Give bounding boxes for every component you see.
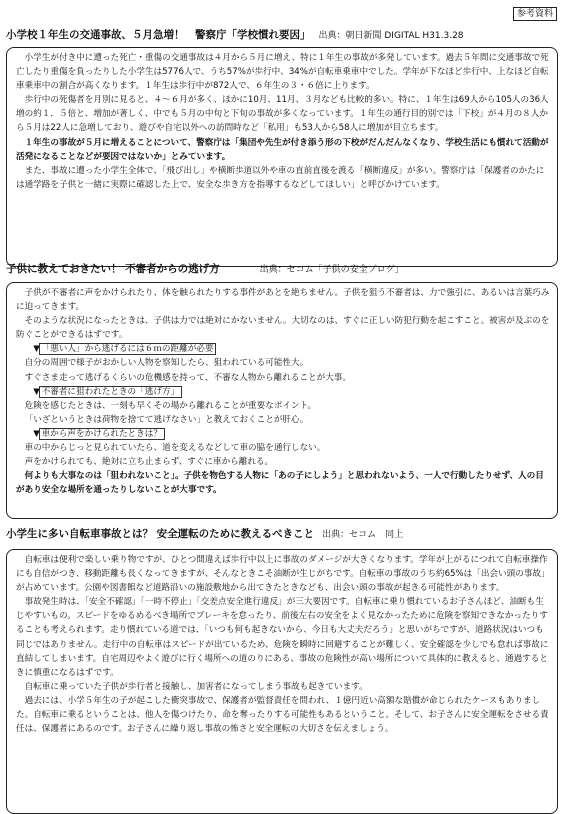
bullet-heading: 不審者に狙われたときの「逃げ方」 [39, 386, 183, 398]
bullet-item [16, 385, 550, 399]
bullet-detail: 「いざというときは荷物を捨てて逃げなさい」と教えておくことが肝心。 [24, 414, 309, 425]
article-2-closing: 何よりも大事なのは「狙われないこと」。子供を物色する人物に「あの子にしよう」と思われないよう、一人で行動したりせず、人の目があり安全な場所を通ったりしないことが大事です。 [16, 471, 544, 496]
article-2-paragraph: 子供が不審者に声をかけられたり、体を触られたりする事件があとを絶ちません。子供を狙う不審者は、力で強引に、あるいは言葉巧みに迫ってきます。 [16, 288, 550, 313]
triangle-down-icon: ▼ [33, 386, 40, 397]
article-3-source: 出典：セコム 同上 [322, 530, 404, 540]
article-stranger-escape [6, 262, 558, 519]
bullet-detail: 車の中からじっと見られていたら、道を変えるなどして車の脇を通行しない。 [24, 443, 326, 454]
article-2-paragraph: そのような状況になったときは、子供は力では絶対にかないません。大切なのは、すぐに正しい防犯行動を起こすこと。被害が及ぶのを防ぐことができるはずです。 [16, 316, 550, 341]
bullet-detail: 危険を感じたときは、一刻も早くその場から離れることが重要なポイント。 [24, 400, 317, 411]
article-3-paragraph: 過去には、小学５年生の子が起こした衝突事故で、保護者が監督責任を問われ、１億円近い高額な賠償が命じられたケースもありました。自転車に乗るということは、他人を傷つけたり、命を奪ったりする可能性もあるということ。そして、お子さんに安全運転をさせる責任は、保護者にあるのです。お子さんに繰り返し事故の怖さと安全運転の大切さを伝えましょう。 [16, 695, 549, 735]
bullet-detail: 自分の周囲で様子がおかしい人物を察知したら、狙われている可能性大。 [24, 358, 309, 369]
article-1-paragraph: 小学生が付き中に遭った死亡・重傷の交通事故は４月から５月に増え、特に１年生の事故が多発しています。過去５年間に交通事故で死亡したり重傷を負ったりした小学生は5776人で、うち57%が歩行中、34%が自転車乗車中でした。学年が下なほど歩行中、上なほど自転車乗車中の割合が高くなります。１年生は歩行中が872人で、６年生の３・６倍に上ります。 [16, 53, 549, 92]
bullet-detail: 声をかけられても、絶対に立ち止まらず、すぐに車から離れる。 [24, 457, 274, 468]
bullet-heading: 車から声をかけられたときは？ [39, 428, 165, 440]
article-1-body [6, 47, 558, 267]
article-1-paragraph: 歩行中の死傷者を月別に見ると、４～６月が多く、ほかに10月、11月、３月なども比較的多い。特に、１年生は69人から105人の36人増の約１．５倍と、増加が著しく、中でも５月の中旬と下旬の事故が多くなっています。１年生の通行目的別では「下校」が４月の８人から５月は22人に急増しており、遊びや自宅以外への訪問時など「私用」も53人から58人に増加が目立ちます。 [16, 95, 549, 134]
article-3-paragraph: 自転車に乗っていた子供が歩行者と接触し、加害者になってしまう事故も起きています。 [24, 681, 368, 692]
article-2-header [6, 262, 558, 277]
article-1-source: 出典：朝日新聞 DIGITAL H31.3.28 [318, 31, 464, 41]
article-3-header [6, 527, 558, 542]
article-2-title: 子供に教えておきたい！ 不審者からの逃げ方 [6, 263, 220, 275]
article-bicycle-accidents [6, 527, 558, 814]
article-3-paragraph: 事故発生時は、「安全不確認」「一時不停止」「交差点安全進行違反」が三大要因です。自転車に乗り慣れているお子さんほど、油断も生じやすいもの。スピードをゆるめるべき場所でブレーキを怠ったり、前後左右の安全をよく見なかったために危険を察知できなかったりすることも考えられます。走り慣れている道では、「いつも何も起きないから、今日も大丈夫だろう」と思いがちですが、道路状況はいつも同じではありません。走行中の自転車はスピードが出ているため、危険を瞬時に回避することが難しく、安全確認を少しでも怠れば事故に直結してしまいます。自宅周辺やよく遊びに行く場所への道のりにある、事故の危険性が高い場所について具体的に教えると、通過するときに慎重になるはずです。 [16, 597, 549, 678]
article-3-body [6, 549, 558, 814]
article-2-source: 出典：セコム「子供の安全ブログ」 [259, 265, 404, 275]
article-3-title: 小学生に多い自転車事故とは？ 安全運転のために教えるべきこと [6, 528, 315, 540]
bullet-item [16, 427, 550, 441]
reference-badge: 参考資料 [513, 7, 557, 21]
article-1-title: 小学校１年生の交通事故、５月急増！ 警察庁「学校慣れ要因」 [6, 29, 311, 41]
bullet-item [16, 342, 550, 356]
bullet-heading: 「悪い人」から逃げるには６ｍの距離が必要 [39, 343, 217, 355]
article-1-paragraph: また、事故に遭った小学生全体で、「飛び出し」や横断歩道以外や車の直前直後を渡る「横断違反」が多い。警察庁は「保護者のかたには通学路を子供と一緒に実際に確認した上で、安全な歩き方を指導するなどしてほしい」と呼びかけています。 [16, 165, 545, 190]
article-2-body [6, 282, 558, 519]
article-3-paragraph: 自転車は便利で楽しい乗り物ですが、ひとつ間違えば歩行中以上に事故のダメージが大きくなります。学年が上がるにつれて自転車操作にも自信がつき、移動距離も長くなってきますが、そんなときこそ油断が生じがちです。自転車の事故のうち約65%は「出会い頭の事故」が占めています。公園や図書館など道路沿いの施設敷地から出てきたときなども、出会い頭の事故が起きる可能性があります。 [16, 555, 550, 594]
triangle-down-icon: ▼ [33, 344, 40, 355]
article-traffic-accidents [6, 28, 558, 267]
bullet-detail: すぐさま走って逃げるくらいの危機感を持って、不審な人物から離れることが大事。 [24, 372, 351, 383]
article-1-header [6, 28, 558, 43]
triangle-down-icon: ▼ [33, 428, 40, 439]
article-1-highlight: １年生の事故が５月に増えることについて、警察庁は「集団や先生が付き添う形の下校がだんだんなくなり、学校生活にも慣れて活動が活発になることなどが要因ではないか」とみています。 [16, 137, 549, 162]
